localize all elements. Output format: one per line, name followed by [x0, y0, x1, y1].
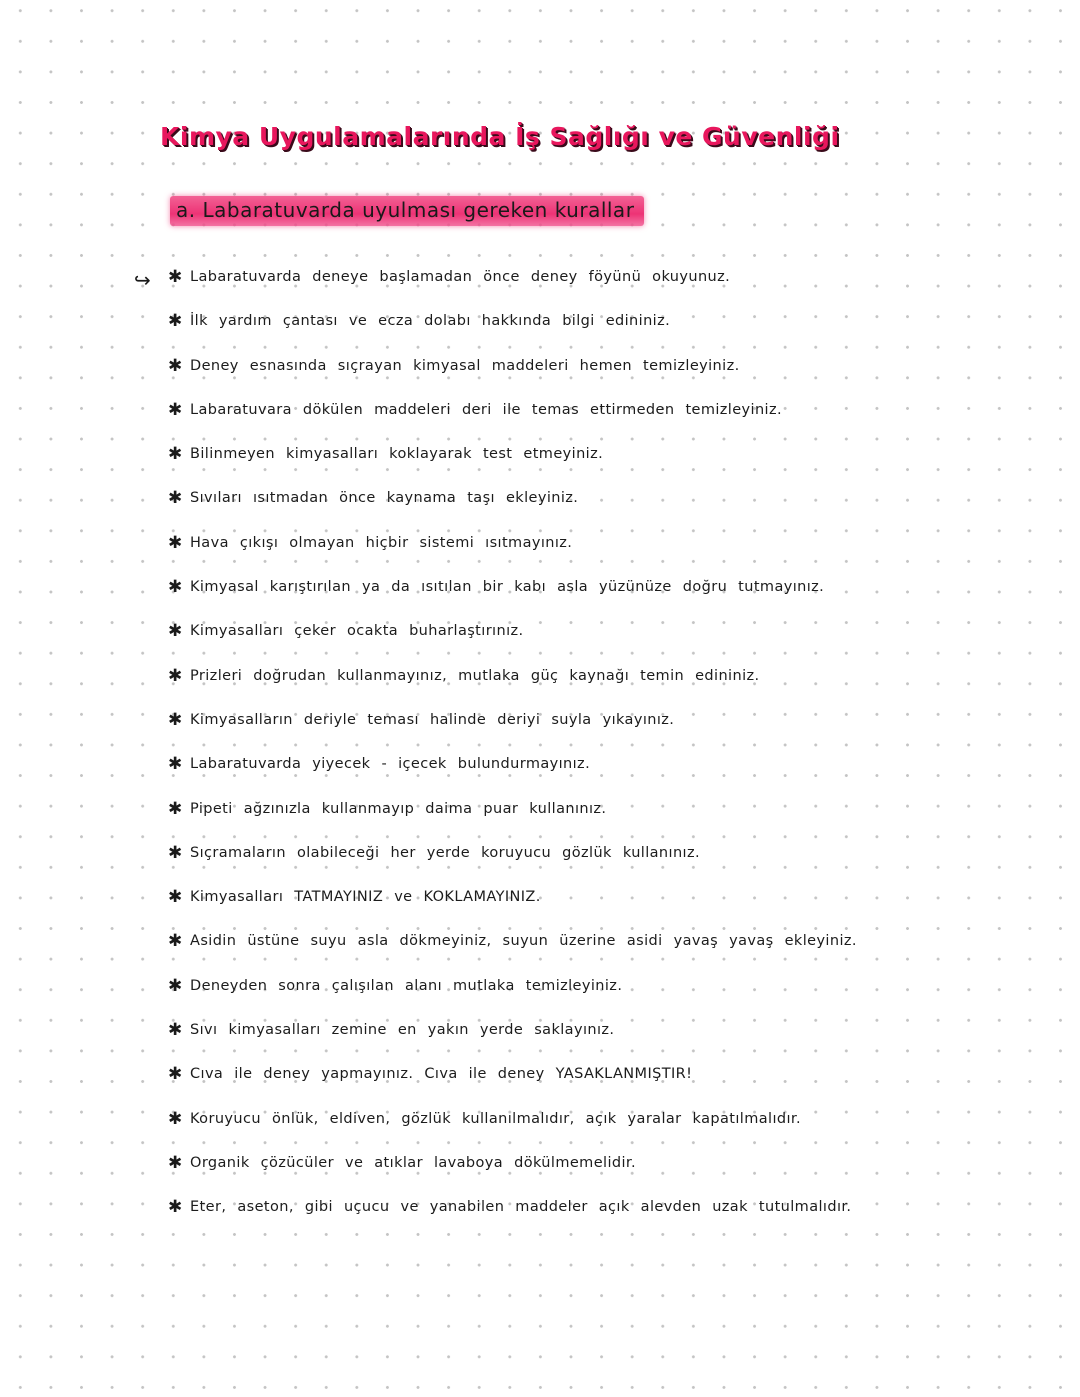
list-item [168, 399, 1048, 443]
star-bullet-icon: ✱ [168, 355, 183, 376]
star-bullet-icon: ✱ [168, 931, 183, 952]
star-bullet-icon: ✱ [168, 267, 183, 287]
star-bullet-icon: ✱ [168, 798, 183, 819]
star-bullet-icon: ✱ [168, 1064, 183, 1085]
star-bullet-icon: ✱ [168, 1108, 183, 1129]
star-bullet-icon: ✱ [168, 842, 183, 863]
rules-list [168, 266, 1048, 1241]
rule-text: Pipeti ağzınızla kullanmayıp daima puar kullanınız. [190, 800, 607, 817]
rule-text: Kimyasalların deriyle teması halinde deriyi suyla yıkayınız. [190, 711, 675, 728]
list-item [168, 665, 1048, 709]
rule-text: Deneyden sonra çalışılan alanı mutlaka temizleyiniz. [190, 977, 623, 994]
list-item [168, 842, 1048, 886]
rule-text: Labaratuvara dökülen maddeleri deri ile temas ettirmeden temizleyiniz. [190, 401, 783, 418]
star-bullet-icon: ✱ [168, 709, 183, 730]
list-item [168, 975, 1048, 1019]
star-bullet-icon: ✱ [168, 665, 183, 686]
list-item [168, 532, 1048, 576]
rule-text: Organik çözücüler ve atıklar lavaboya dökülmemelidir. [190, 1154, 636, 1171]
rule-text: İlk yardım çantası ve ecza dolabı hakkında bilgi edininiz. [190, 313, 671, 330]
list-item [168, 798, 1048, 842]
list-item [168, 1019, 1048, 1063]
rule-text: Kimyasal karıştırılan ya da ısıtılan bir kabı asla yüzünüze doğru tutmayınız. [190, 579, 825, 596]
star-bullet-icon: ✱ [168, 1152, 183, 1173]
star-bullet-icon: ✱ [168, 975, 183, 996]
rule-text: Sıvıları ısıtmadan önce kaynama taşı ekleyiniz. [190, 490, 579, 507]
list-item [168, 620, 1048, 664]
star-bullet-icon: ✱ [168, 754, 183, 775]
list-item [168, 1108, 1048, 1152]
rule-text: Labaratuvarda deneye başlamadan önce deney föyünü okuyunuz. [190, 269, 731, 285]
page-title: Kimya Uygulamalarında İş Sağlığı ve Güvenliği [160, 122, 840, 151]
rule-text: Eter, aseton, gibi uçucu ve yanabilen maddeler açık alevden uzak tutulmalıdır. [190, 1199, 852, 1216]
star-bullet-icon: ✱ [168, 399, 183, 420]
star-bullet-icon: ✱ [168, 311, 183, 332]
star-bullet-icon: ✱ [168, 1020, 183, 1041]
list-item [168, 310, 1048, 354]
rule-text: Kimyasalları çeker ocakta buharlaştırınız. [190, 623, 524, 640]
list-item [168, 443, 1048, 487]
rule-text: Cıva ile deney yapmayınız. Cıva ile deney YASAKLANMIŞTIR! [190, 1066, 693, 1083]
rule-text: Sıvı kimyasalları zemine en yakın yerde saklayınız. [190, 1022, 615, 1039]
list-item [168, 709, 1048, 753]
rule-text: Asidin üstüne suyu asla dökmeyiniz, suyun üzerine asidi yavaş yavaş ekleyiniz. [190, 933, 857, 950]
rule-text: Koruyucu önlük, eldiven, gözlük kullanılmalıdır, açık yaralar kapatılmalıdır. [190, 1110, 801, 1127]
list-item [168, 1063, 1048, 1107]
rule-text: Bilinmeyen kimyasalları koklayarak test etmeyiniz. [190, 446, 604, 463]
list-item [168, 487, 1048, 531]
list-item [168, 753, 1048, 797]
list-item [168, 1152, 1048, 1196]
rule-text: Deney esnasında sıçrayan kimyasal maddeleri hemen temizleyiniz. [190, 357, 740, 374]
star-bullet-icon: ✱ [168, 532, 183, 553]
list-item [168, 576, 1048, 620]
list-item [168, 355, 1048, 399]
star-bullet-icon: ✱ [168, 488, 183, 509]
section-heading: a. Labaratuvarda uyulması gereken kurallar [170, 196, 644, 226]
list-item [168, 886, 1048, 930]
rule-text: Sıçramaların olabileceği her yerde koruyucu gözlük kullanınız. [190, 844, 700, 861]
rule-text: Prizleri doğrudan kullanmayınız, mutlaka güç kaynağı temin edininiz. [190, 667, 760, 684]
list-item [168, 930, 1048, 974]
star-bullet-icon: ✱ [168, 577, 183, 598]
rule-text: Hava çıkışı olmayan hiçbir sistemi ısıtmayınız. [190, 534, 573, 551]
list-item [168, 266, 1048, 310]
star-bullet-icon: ✱ [168, 621, 183, 642]
star-bullet-icon: ✱ [168, 887, 183, 908]
rule-text: Labaratuvarda yiyecek - içecek bulundurmayınız. [190, 756, 591, 773]
star-bullet-icon: ✱ [168, 1197, 183, 1218]
rule-text: Kimyasalları TATMAYINIZ ve KOKLAMAYINIZ. [190, 889, 541, 906]
arrow-icon: ↪ [134, 268, 151, 292]
star-bullet-icon: ✱ [168, 444, 183, 465]
list-item [168, 1196, 1048, 1240]
